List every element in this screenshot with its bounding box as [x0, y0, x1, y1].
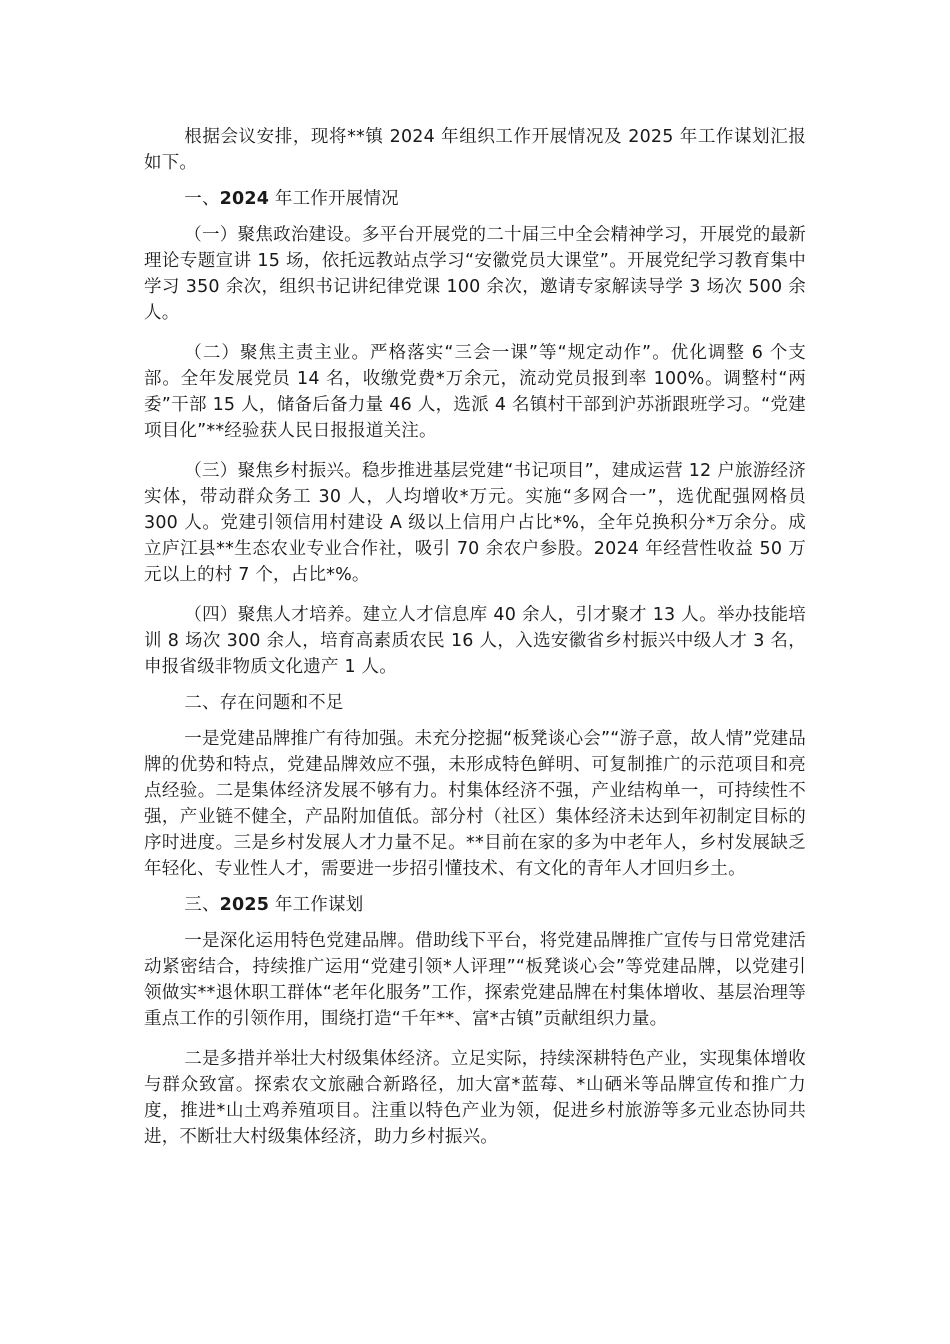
document-page [144, 124, 806, 1160]
section-1-year: 2024 [219, 189, 270, 209]
paragraph-collective-economy: 二是多措并举壮大村级集体经济。立足实际，持续深耕特色产业，实现集体增收与群众致富。探索农文旅融合新路径，加大富*蓝莓、*山硒米等品牌宣传和推广力度，推进*山土鸡养殖项目。注重以特色产业为领，促进乡村旅游等多元业态协同共进，不断壮大村级集体经济，助力乡村振兴。 [144, 1049, 806, 1147]
section-3-prefix: 三、 [184, 895, 220, 915]
section-heading-3 [144, 892, 806, 918]
paragraph-party-brand: 一是深化运用特色党建品牌。借助线下平台，将党建品牌推广宣传与日常党建活动紧密结合，持续推广运用“党建引领*人评理”“板凳谈心会”等党建品牌，以党建引领做实**退休职工群体“老年化服务”工作，探索党建品牌在村集体增收、基层治理等重点工作的引领作用，围绕打造“千年**、富*古镇”贡献组织力量。 [144, 931, 806, 1029]
paragraph-main-responsibility: （二）聚焦主责主业。严格落实“三会一课”等“规定动作”。优化调整 6 个支部。全年发展党员 14 名，收缴党费*万余元，流动党员报到率 100%。调整村“两委”干部 15 人，储备后备力量 46 人，选派 4 名镇村干部到沪苏浙跟班学习。“党建项目化”**经验获人民日报报道关注。 [144, 343, 806, 441]
paragraph-problems: 一是党建品牌推广有待加强。未充分挖掘“板凳谈心会”“游子意，故人情”党建品牌的优势和特点，党建品牌效应不强，未形成特色鲜明、可复制推广的示范项目和亮点经验。二是集体经济发展不够有力。村集体经济不强，产业结构单一，可持续性不强，产业链不健全，产品附加值低。部分村（社区）集体经济未达到年初制定目标的序时进度。三是乡村发展人才力量不足。**目前在家的多为中老年人，乡村发展缺乏年轻化、专业性人才，需要进一步招引懂技术、有文化的青年人才回归乡土。 [144, 729, 806, 879]
section-heading-1 [144, 186, 806, 212]
paragraph-rural-revitalization: （三）聚焦乡村振兴。稳步推进基层党建“书记项目”，建成运营 12 户旅游经济实体，带动群众务工 30 人，人均增收*万元。实施“多网合一”，选优配强网格员 300 人。党建引领信用村建设 A 级以上信用户占比*%，全年兑换积分*万余分。成立庐江县**生态农业专业合作社，吸引 70 余农户参股。2024 年经营性收益 50 万元以上的村 7 个，占比*%。 [144, 461, 806, 585]
section-1-title: 年工作开展情况 [269, 189, 399, 209]
section-heading-2: 二、存在问题和不足 [184, 693, 344, 713]
intro-paragraph: 根据会议安排，现将**镇 2024 年组织工作开展情况及 2025 年工作谋划汇报如下。 [144, 127, 806, 173]
section-3-year: 2025 [219, 895, 270, 915]
paragraph-political-building: （一）聚焦政治建设。多平台开展党的二十届三中全会精神学习，开展党的最新理论专题宣讲 15 场，依托远教站点学习“安徽党员大课堂”。开展党纪学习教育集中学习 350 余次，组织书记讲纪律党课 100 余次，邀请专家解读导学 3 场次 500 余人。 [144, 225, 806, 323]
section-3-title: 年工作谋划 [269, 895, 364, 915]
section-1-prefix: 一、 [184, 189, 220, 209]
paragraph-talent-cultivation: （四）聚焦人才培养。建立人才信息库 40 余人，引才聚才 13 人。举办技能培训 8 场次 300 余人，培育高素质农民 16 人，入选安徽省乡村振兴中级人才 3 名，申报省级非物质文化遗产 1 人。 [144, 605, 806, 677]
